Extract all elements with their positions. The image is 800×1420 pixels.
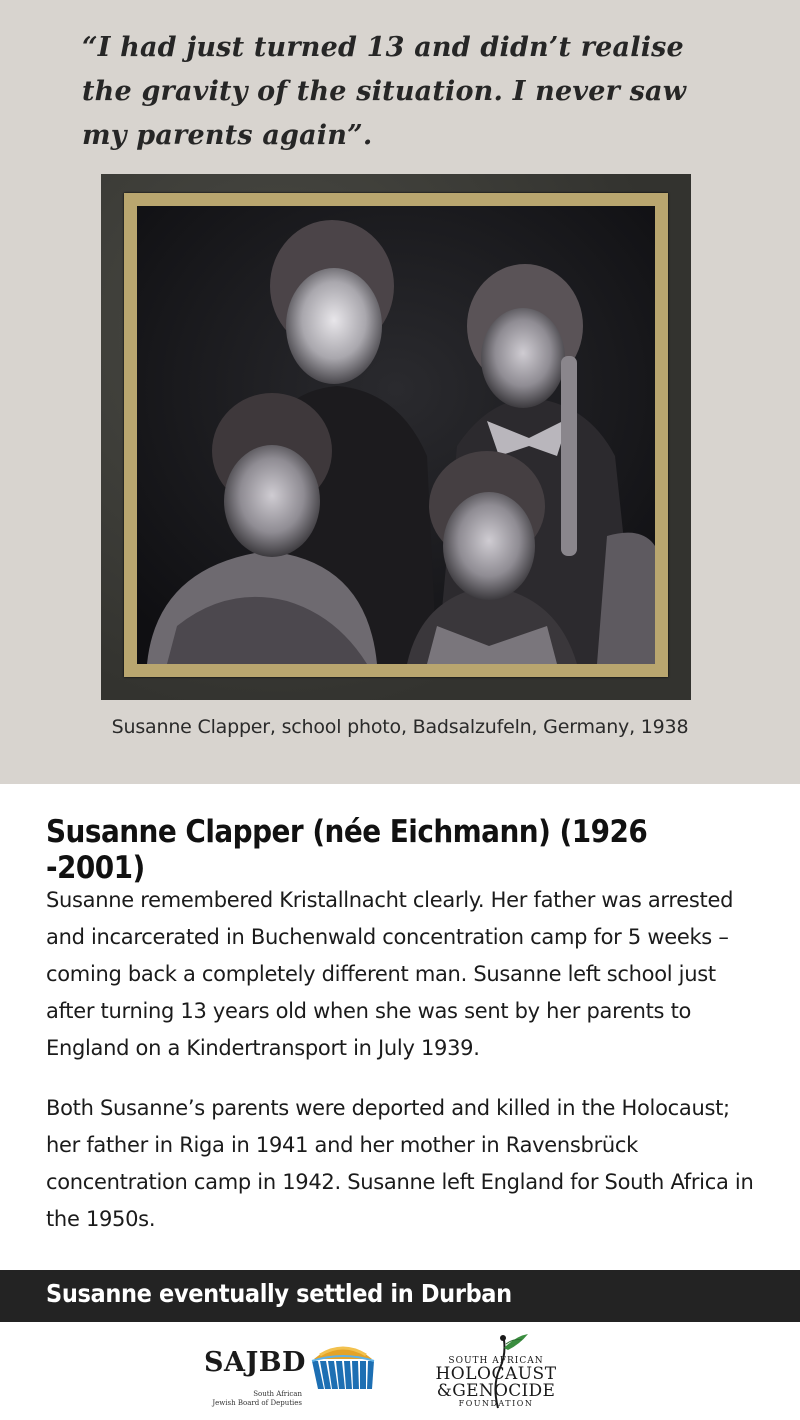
sajbd-sub-line-2: Jewish Board of Deputies [212,1399,302,1407]
sajbd-full-name [200,1390,302,1408]
sajbd-sub-line-1: South African [253,1390,302,1398]
settled-banner-text: Susanne eventually settled in Durban [46,1279,512,1308]
school-photo [137,206,655,664]
person-name-heading: Susanne Clapper (née Eichmann) (1926 -2001) [46,814,648,886]
quote-line-2: the gravity of the situation. I never saw [82,76,687,107]
foundation-line-2: HOLOCAUST [435,1364,557,1384]
sajbd-logo [200,1333,390,1413]
settled-banner [0,1270,800,1322]
biography-paragraph-1: Susanne remembered Kristallnacht clearly. Her father was arrested and incarcerated in Buchenwald concentration camp for 5 weeks – coming back a completely different man. Susanne left school just after turning 13 years old when she was sent by her parents to England on a Kindertransport in July 1939. [46,888,734,1060]
biography-paragraph-2: Both Susanne’s parents were deported and killed in the Holocaust; her father in Riga in 1941 and her mother in Ravensbrück concentration camp in 1942. Susanne left England for South Africa in the 1950s. [46,1096,754,1231]
pull-quote [82,26,762,158]
holocaust-genocide-foundation-logo [432,1330,562,1410]
school-photo-image [137,206,655,664]
blue-wave-mark-icon [306,1333,380,1393]
foundation-line-3: &GENOCIDE [436,1381,556,1401]
sajbd-abbreviation: SAJBD [204,1347,306,1378]
photo-caption: Susanne Clapper, school photo, Badsalzufeln, Germany, 1938 [111,716,689,738]
quote-line-3: my parents again”. [82,120,373,151]
foundation-line-1: SOUTH AFRICAN [448,1356,544,1366]
foundation-line-4: FOUNDATION [458,1399,534,1408]
quote-line-1: “I had just turned 13 and didn’t realise [82,32,684,63]
